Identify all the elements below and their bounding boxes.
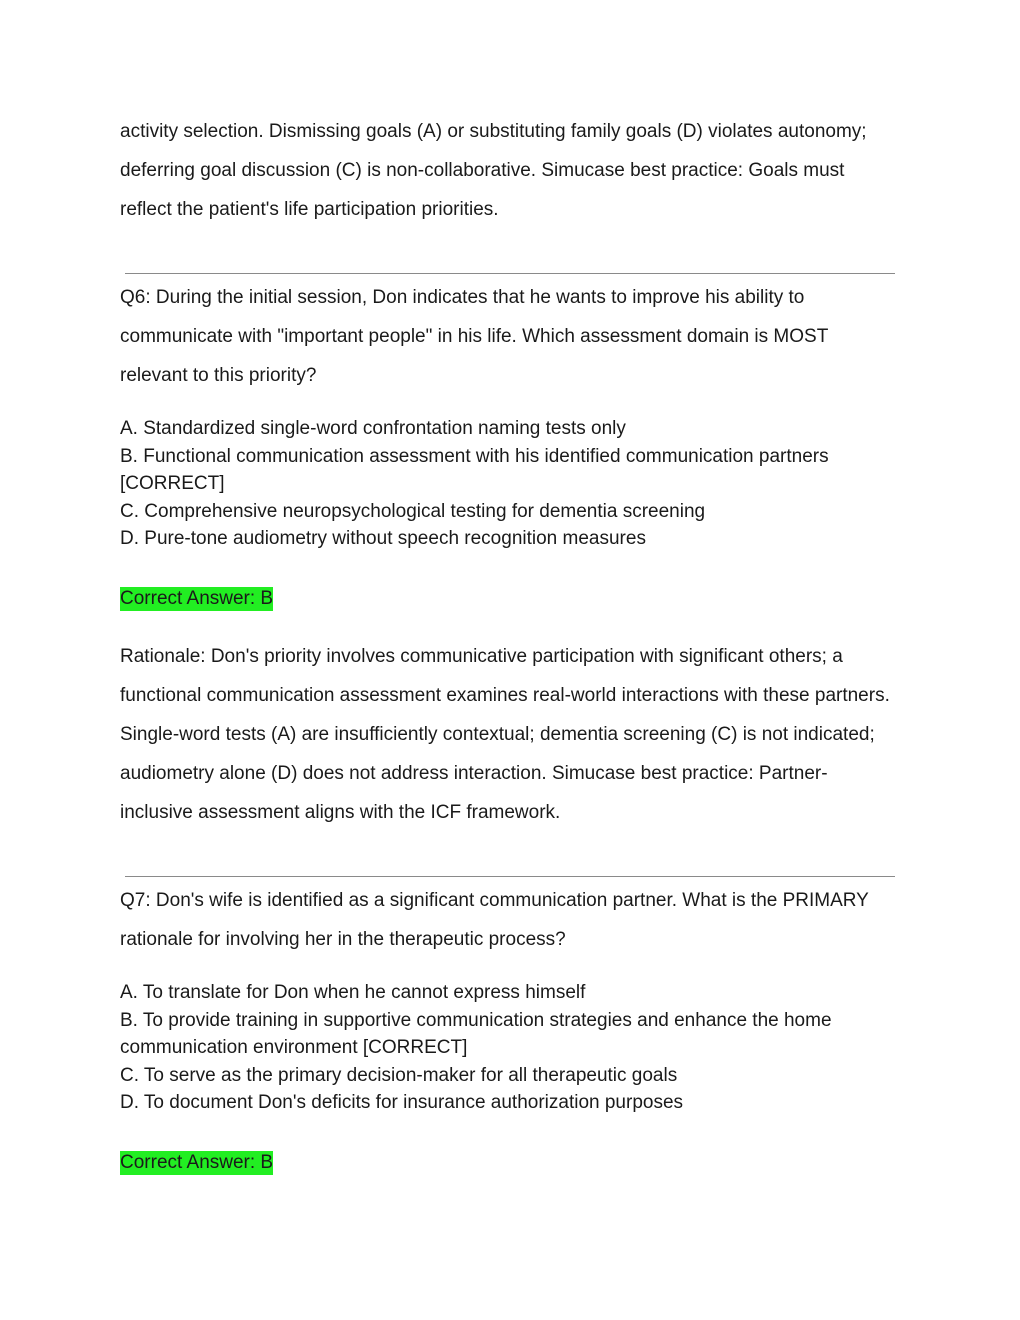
q7-options: [120, 979, 900, 1117]
q7-option-c: C. To serve as the primary decision-maker for all therapeutic goals: [120, 1064, 678, 1086]
q7-correct-answer: Correct Answer: B: [120, 1151, 274, 1173]
q6-rationale: Rationale: Don's priority involves communicative participation with significant others; a functional communication assessment examines real-world interactions with these partners. Single-word tests (A) are insufficiently contextual; dementia screening (C) is not indicated; audiometry alone (D) does not address interaction. Simucase best practice: Partner-inclusive assessment aligns with the ICF framework.: [120, 645, 890, 823]
q6-correct-answer: Correct Answer: B: [120, 587, 274, 609]
q7-option-d: D. To document Don's deficits for insurance authorization purposes: [120, 1092, 684, 1114]
q6-options: [120, 415, 900, 553]
q6-option-a: A. Standardized single-word confrontation naming tests only: [120, 418, 626, 439]
q6-option-d: D. Pure-tone audiometry without speech recognition measures: [120, 528, 646, 550]
q7-question: Q7: Don's wife is identified as a significant communication partner. What is the PRIMARY rationale for involving her in the therapeutic process?: [120, 889, 869, 950]
q6-option-c: C. Comprehensive neuropsychological testing for dementia screening: [120, 500, 706, 522]
q6-question: Q6: During the initial session, Don indicates that he wants to improve his ability to communicate with "important people" in his life. Which assessment domain is MOST relevant to this priority?: [120, 287, 828, 386]
q6-option-b: B. Functional communication assessment with his identified communication partners [CORRECT]: [120, 445, 829, 495]
q7-option-a: A. To translate for Don when he cannot express himself: [120, 981, 586, 1003]
document-body: [120, 112, 900, 1175]
q7-option-b: B. To provide training in supportive communication strategies and enhance the home communication environment [CORRECT]: [120, 1009, 832, 1059]
q5-rationale-continued: activity selection. Dismissing goals (A) or substituting family goals (D) violates autonomy; deferring goal discussion (C) is non-collaborative. Simucase best practice: Goals must reflect the patient's life participation priorities.: [120, 121, 867, 220]
